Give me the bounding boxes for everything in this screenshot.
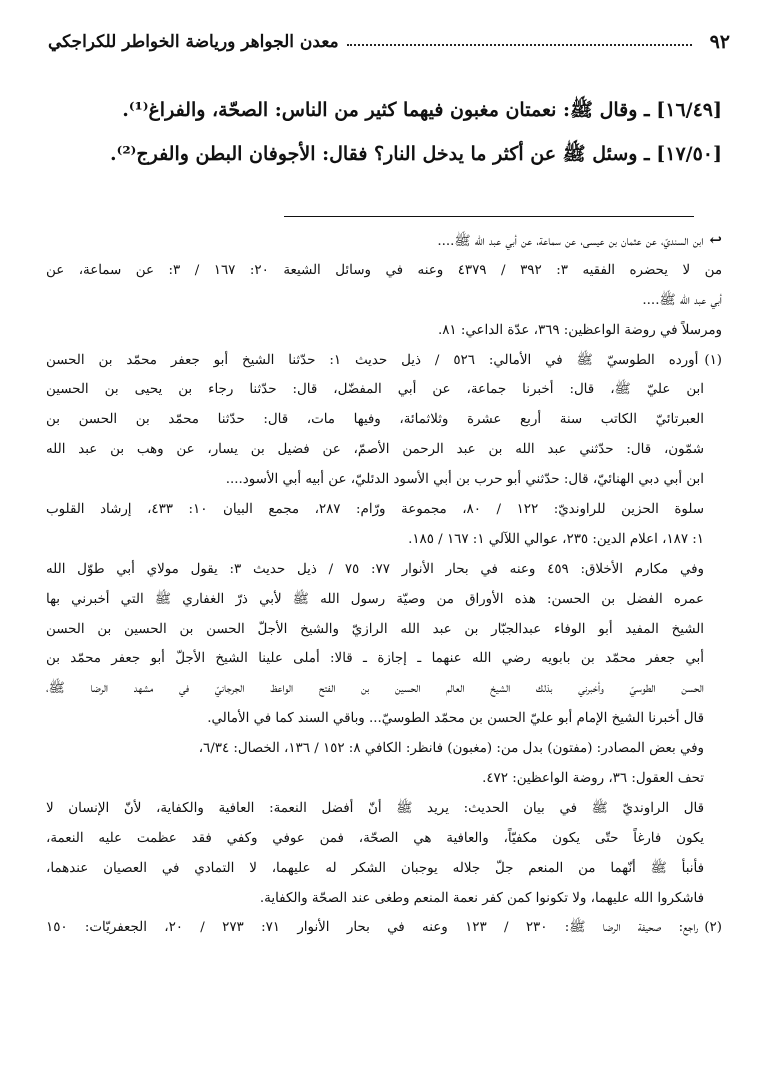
page-number: ٩٢ [709,31,730,53]
footnote-1-line: قال الراونديّ ﷺ في بيان الحديث: يريد ﷺ أنّ أفضل النعمة: العافية والكفاية، لأنّ الإنسان لا [46,800,704,816]
footnote-1-line: شمّون، قال: حدّثني عبد الله بن عبد الرحمن الأصمّ، عن فضيل بن يسار، عن وهب بن عبد الله [46,442,704,458]
footnote-line: أبي عبد الله ﷺ.... [642,292,722,308]
footnote-1-line: وفي مكارم الأخلاق: ٤٥٩ وعنه في بحار الأنوار ٧٧: ٧٥ / ذيل حديث ٣: يقول مولاي أبي طوّل الله [46,561,704,577]
footnote-2-number: (٢) [704,920,722,936]
hadith-50: [١٧/٥٠] ـ وسئل ﷺ عن أكثر ما يدخل النار؟ فقال: الأجوفان البطن والفرج⁽²⁾. [110,143,722,165]
footnote-1-line: أبي جعفر محمّد بن بابويه رضي الله عنهما ـ إجازة ـ قالا: أملى علينا الشيخ الأجلّ أبو جعفر محمّد بن [46,651,704,667]
footnote-1-line: عمره الفضل بن الحسن: هذه الأوراق من وصيّة رسول الله ﷺ لأبي ذرّ الغفاري ﷺ التي أخبرني بها [46,591,704,607]
book-title: معدن الجواهر ورياضة الخواطر للكراجكي [48,32,339,52]
continuation-arrow-icon: ↩ [709,231,722,249]
footnote-separator [284,216,694,217]
footnote-1-line: يكون فارغاً حتّى يكون مكفيّاً، والعافية هي الصحّة، فمن عوفي وكفي فقد عظمت عليه النعمة، [46,830,704,846]
footnote-1-line: الحسن الطوسيّ وأخبرني بذلك الشيخ العالم الحسين بن الفتح الواعظ الجرجانيّ في مشهد الرضا ﷺ، [46,681,704,697]
footnote-1-line: فأنبأ ﷺ أنّهما من المنعم جلّ جلاله يوجبان الشكر له عليهما، لا التمادي في العصيان عندهما، [46,860,704,876]
footnote-1-line: سلوة الحزين للراونديّ: ١٢٢ / ٨٠، مجموعة ورّام: ٢٨٧، مجمع البيان ١٠: ٤٣٣، إرشاد القلوب [46,502,704,518]
footnote-1-line: ١: ١٨٧، اعلام الدين: ٢٣٥، عوالي اللآلي ١: ١٦٧ / ١٨٥. [408,531,704,547]
footnote-2-line: (٢)راجع: صحيفة الرضا ﷺ: ٢٣٠ / ١٢٣ وعنه في بحار الأنوار ٧١: ٢٧٣ / ٢٠، الجعفريّات: ١٥٠ [46,913,722,943]
footnote-1-line: وفي بعض المصادر: (مفتون) بدل من: (مغبون) فانظر: الكافي ٨: ١٥٢ / ١٣٦، الخصال: ٦/٣٤، [198,741,704,757]
footnote-1-line: ابن عليّ ﷺ، قال: أخبرنا جماعة، عن أبي المفضّل، قال: حدّثنا رجاء بن يحيى بن الحسين [46,382,704,398]
running-header [48,24,730,60]
footnote-line: ↩ابن السنديّ، عن عثمان بن عيسى، عن سماعة، عن أبي عبد الله ﷺ.... [46,226,722,256]
footnote-1-line: قال أخبرنا الشيخ الإمام أبو عليّ الحسن بن محمّد الطوسيّ... وباقي السند كما في الأمالي. [207,711,704,727]
main-text [48,88,722,176]
footnote-1-number: (١) [704,352,722,368]
footnote-1-line: (١)أورده الطوسيّ ﷺ في الأمالي: ٥٢٦ / ذيل حديث ١: حدّثنا الشيخ أبو جعفر محمّد بن الحسن [46,346,722,376]
hadith-49: [١٦/٤٩] ـ وقال ﷺ: نعمتان مغبون فيهما كثير من الناس: الصحّة، والفراغ⁽¹⁾. [122,99,722,121]
header-dotted-leader [347,44,692,46]
footnote-1-line: فاشكروا الله عليهما، ولا تكونوا كمن كفر نعمة المنعم وطغى عند الصحّة والكفاية. [259,890,704,906]
footnote-1-line: ابن أبي دبي الهنائيّ، قال: حدّثني أبو حرب بن أبي الأسود الدئليّ، عن أبيه أبي الأسود.... [225,472,704,488]
footnotes [46,226,722,943]
footnote-line: من لا يحضره الفقيه ٣: ٣٩٢ / ٤٣٧٩ وعنه في وسائل الشيعة ٢٠: ١٦٧ / ٣: عن سماعة، عن [46,262,722,278]
footnote-1-line: تحف العقول: ٣٦، روضة الواعظين: ٤٧٢. [482,771,704,787]
footnote-line: ومرسلاً في روضة الواعظين: ٣٦٩، عدّة الداعي: ٨١. [437,322,722,338]
footnote-1-line: الشيخ المفيد أبو الوفاء عبدالجبّار بن عبد الله الرازيّ والشيخ الأجلّ الحسن بن الحسين بن الحسن [46,621,704,637]
footnote-1-line: العبرتائيّ الكاتب سنة أربع عشرة وثلاثمائة، وفيها مات، قال: حدّثنا محمّد بن الحسن بن [46,412,704,428]
